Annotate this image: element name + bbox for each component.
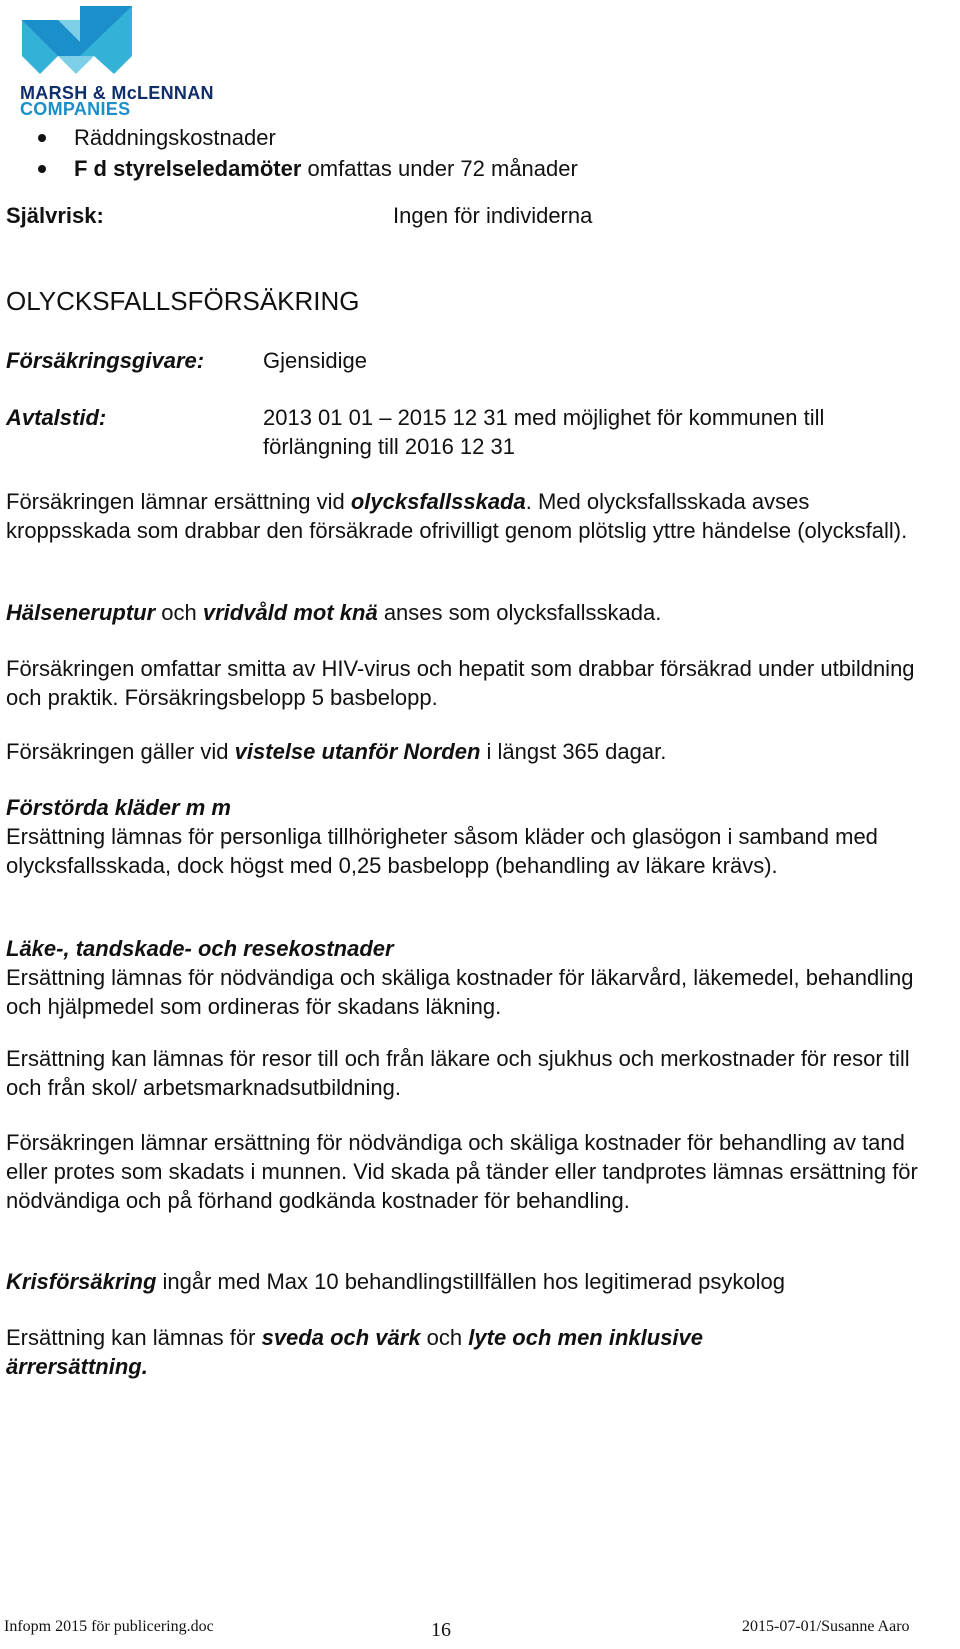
section-heading: Läke-, tandskade- och resekostnader — [6, 936, 394, 961]
logo-name-line1: MARSH & McLENNAN — [20, 83, 214, 103]
emphasis: Hälseneruptur — [6, 600, 156, 625]
paragraph-crisis-insurance — [6, 1267, 936, 1296]
text-run: i längst 365 dagar. — [480, 739, 667, 764]
text-run: och — [155, 600, 203, 625]
sjalvrisk-label: Självrisk: — [6, 203, 104, 228]
company-logo — [20, 6, 220, 119]
list-item — [38, 153, 578, 184]
insurer-label: Försäkringsgivare: — [6, 348, 205, 373]
section-heading: Förstörda kläder m m — [6, 795, 231, 820]
paragraph-hiv-hepatitis: Försäkringen omfattar smitta av HIV-virus och hepatit som drabbar försäkrad under utbildning och praktik. Försäkringsbelopp 5 basbelopp. — [6, 656, 915, 710]
emphasis: vistelse utanför Norden — [234, 739, 481, 764]
list-item-text: omfattas under 72 månader — [301, 156, 578, 181]
section-medical-costs — [6, 934, 936, 1021]
footer-date-author: 2015-07-01/Susanne Aaro — [742, 1618, 910, 1635]
paragraph-accident-definition — [6, 487, 936, 545]
period-line1: 2013 01 01 – 2015 12 31 med möjlighet för kommunen till — [263, 405, 825, 430]
emphasis: lyte och men inklusive ärrersättning. — [6, 1325, 704, 1379]
insurer-value: Gjensidige — [263, 348, 367, 373]
paragraph-outside-nordic — [6, 737, 936, 766]
logo-name-line2: COMPANIES — [20, 99, 131, 119]
logo-mark-icon — [22, 6, 137, 78]
section-text: Ersättning lämnas för nödvändiga och skäliga kostnader för läkarvård, läkemedel, behandling och hjälpmedel som ordineras för skadans läkning. — [6, 965, 914, 1019]
text-run: Ersättning kan lämnas för — [6, 1325, 262, 1350]
text-run: Försäkringen gäller vid — [6, 739, 235, 764]
paragraph-travel-costs: Ersättning kan lämnas för resor till och från läkare och sjukhus och merkostnader för resor till och från skol/ arbetsmarknadsutbildning. — [6, 1046, 910, 1100]
emphasis: Krisförsäkring — [6, 1269, 157, 1294]
period-label: Avtalstid: — [6, 405, 107, 430]
page-number: 16 — [431, 1619, 451, 1641]
list-item-bold: F d styrelseledamöter — [74, 156, 302, 181]
emphasis: vridvåld mot knä — [202, 600, 378, 625]
text-run: Försäkringen lämnar ersättning vid — [6, 489, 351, 514]
text-run: och — [420, 1325, 469, 1350]
paragraph-dental-costs: Försäkringen lämnar ersättning för nödvändiga och skäliga kostnader för behandling av tand eller protes som skadats i munnen. Vid skada på tänder eller tandprotes lämnas ersättning för nödvändiga och på förhand godkända kostnader för behandling. — [6, 1130, 918, 1213]
section-title: OLYCKSFALLSFÖRSÄKRING — [6, 286, 360, 316]
text-run: . Med olycksfallsskada avses kroppsskada som drabbar den försäkrade ofrivilligt genom plötslig yttre händelse (olycksfall). — [6, 489, 908, 543]
bullet-icon — [38, 134, 46, 142]
footer-filename: Infopm 2015 för publicering.doc — [4, 1618, 214, 1635]
text-run: ingår med Max 10 behandlingstillfällen hos legitimerad psykolog — [156, 1269, 785, 1294]
section-text: Ersättning lämnas för personliga tillhörigheter såsom kläder och glasögon i samband med olycksfallsskada, dock högst med 0,25 basbelopp (behandling av läkare krävs). — [6, 824, 878, 878]
sjalvrisk-value: Ingen för individerna — [393, 203, 593, 228]
bullet-list — [38, 122, 578, 184]
paragraph-covered-injuries — [6, 598, 936, 627]
text-run: anses som olycksfallsskada. — [377, 600, 662, 625]
emphasis: sveda och värk — [261, 1325, 421, 1350]
list-item-text: Räddningskostnader — [74, 125, 276, 150]
list-item — [38, 122, 578, 153]
period-line2: förlängning till 2016 12 31 — [263, 434, 515, 459]
paragraph-pain-suffering — [6, 1323, 806, 1381]
section-damaged-clothes — [6, 793, 936, 880]
bullet-icon — [38, 165, 46, 173]
emphasis: olycksfallsskada — [350, 489, 526, 514]
